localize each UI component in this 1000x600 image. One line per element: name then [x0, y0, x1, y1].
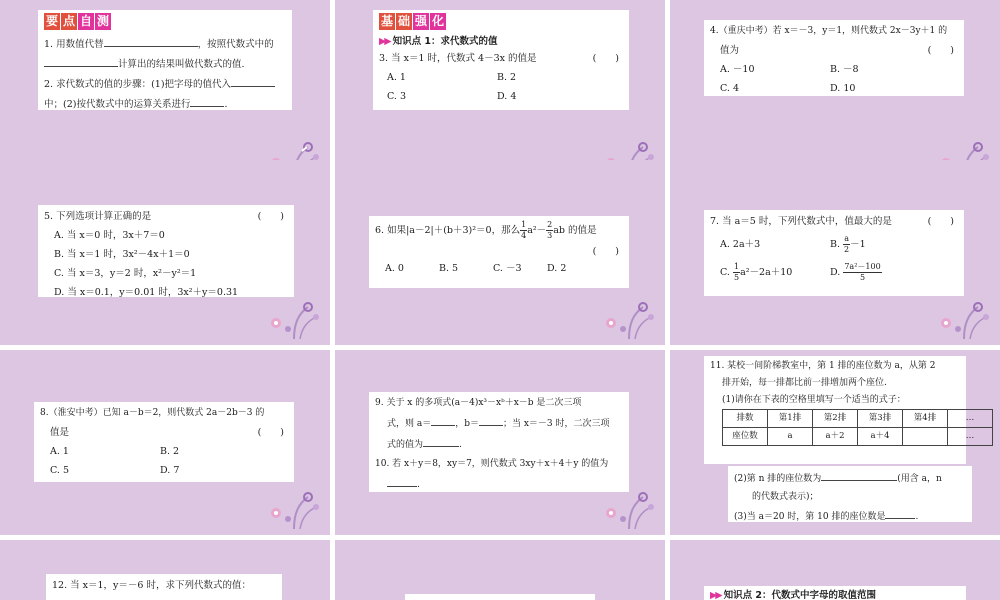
question-4: 4.（重庆中考）若 x＝－3，y＝1，则代数式 2x－3y＋1 的 [710, 26, 948, 36]
option-d[interactable]: D. $\frac{\text{7a²－100}}{5}$ [830, 262, 881, 282]
option-a[interactable]: A. 1 [50, 446, 69, 457]
options-row [375, 259, 623, 278]
option-a[interactable]: A. －10 [720, 64, 755, 75]
slide-1[interactable] [0, 0, 330, 185]
content-card [704, 210, 964, 296]
fraction: $\frac{1}{4}$ [521, 220, 527, 240]
option-b[interactable]: B. 2 [160, 446, 180, 457]
question-9: 9. 关于 x 的多项式(a－4)x³－xᵇ＋x－b 是二次三项 [375, 398, 582, 408]
option-a[interactable]: A. 0 [385, 263, 404, 274]
slide-7[interactable] [0, 350, 330, 535]
text-line: 2. 求代数式的值的步骤：(1)把字母的值代入 [44, 74, 286, 94]
options-row [379, 68, 623, 87]
flower-decoration-icon [934, 299, 992, 339]
content-card [704, 20, 964, 96]
double-arrow-icon: ▶▶ [379, 36, 390, 47]
knowledge-point-heading: ▶▶ 知识点 1：求代数式的值 [379, 36, 498, 47]
answer-blank[interactable] [885, 506, 915, 519]
double-arrow-icon: ▶▶ [710, 590, 721, 600]
option-c[interactable]: C. －3 [493, 263, 522, 274]
slide-12[interactable] [670, 540, 1000, 600]
text-line: 中；(2)按代数式中的运算关系进行 . [44, 94, 286, 114]
text-line: . [375, 474, 623, 495]
slide-9[interactable] [670, 350, 1000, 535]
text-line: 排开始，每一排都比前一排增加两个座位. [722, 378, 887, 388]
text-line: (2)第 n 排的座位数为 (用含 a，n [734, 468, 966, 488]
answer-blank[interactable] [387, 474, 417, 487]
content-card [373, 10, 629, 110]
text-line: 式，则 a＝ ，b＝ ；当 x＝－3 时，二次三项 [375, 413, 623, 434]
content-card [46, 574, 282, 600]
content-card [38, 10, 292, 110]
flower-decoration-icon [264, 489, 322, 529]
table-row: 座位数 a a＋2 a＋4 … [723, 428, 993, 446]
table-row: 排数 第1排 第2排 第3排 第4排 … [723, 410, 993, 428]
answer-blank[interactable] [479, 413, 503, 426]
option-a[interactable]: A. 当 x＝0 时，3x＋7＝0 [54, 230, 165, 241]
question-11: 11. 某校一间阶梯教室中，第 1 排的座位数为 a，从第 2 [710, 361, 936, 371]
content-card [405, 594, 595, 600]
text-line: (3)当 a＝20 时，第 10 排的座位数是 . [734, 506, 966, 526]
question-12: 12. 当 x＝1，y＝－6 时，求下列代数式的值： [52, 580, 251, 591]
slide-8[interactable] [335, 350, 665, 535]
option-b[interactable]: B. 5 [439, 263, 459, 274]
option-b[interactable]: B. －8 [830, 64, 859, 75]
option-d[interactable]: D. 10 [830, 83, 856, 94]
options-row [710, 231, 958, 259]
text-line: 值是 ( ) [50, 427, 284, 438]
options-row [710, 79, 958, 98]
options-row [710, 259, 958, 287]
slide-3[interactable] [670, 0, 1000, 185]
text-line: 值为 ( ) [720, 45, 954, 56]
answer-blank[interactable] [104, 34, 198, 47]
flower-decoration-icon [599, 299, 657, 339]
options-row [40, 461, 288, 480]
question-3: 3. 当 x＝1 时，代数式 4－3x 的值是 ( ) [379, 53, 619, 64]
question-5: 5. 下列选项计算正确的是 ( ) [44, 211, 284, 222]
section-tag-jichuqianghua: 基 础 强 化 [381, 14, 445, 28]
question-6: 6. 如果|a－2|＋(b＋3)²＝0，那么 $\frac{1}{4}$ a²－ $\frac{2}{3}$ ab 的值是 [375, 220, 597, 240]
option-d[interactable]: D. 7 [160, 465, 180, 476]
option-a[interactable]: A. 1 [387, 72, 406, 83]
slide-6[interactable] [670, 160, 1000, 345]
option-d[interactable]: D. 4 [497, 91, 517, 102]
option-b[interactable]: B. 当 x＝1 时，3x²－4x＋1＝0 [54, 249, 190, 260]
content-card [38, 205, 294, 297]
text-line: 1. 用数值代替 ，按照代数式中的 [44, 34, 286, 54]
content-card [704, 356, 975, 464]
seat-table [722, 409, 993, 446]
content-card [704, 586, 966, 600]
option-b[interactable]: B. 2 [497, 72, 517, 83]
slide-10[interactable] [0, 540, 330, 600]
text-line: 式的值为 . [375, 434, 623, 455]
content-card [369, 392, 629, 492]
options-row [40, 442, 288, 461]
option-c[interactable]: C. 5 [50, 465, 70, 476]
slide-11[interactable] [335, 540, 665, 600]
slide-5[interactable] [335, 160, 665, 345]
question-8: 8.（淮安中考）已知 a－b＝2，则代数式 2a－2b－3 的 [40, 408, 265, 418]
answer-blank[interactable] [190, 94, 224, 107]
text-line: ( ) [592, 246, 619, 257]
slide-4[interactable] [0, 160, 330, 345]
answer-blank[interactable] [431, 413, 455, 426]
table-blank-cell[interactable] [903, 428, 948, 446]
content-card [34, 402, 294, 482]
option-c[interactable]: C. $\frac{1}{5}$ a²－2a＋10 [720, 262, 793, 282]
option-c[interactable]: C. 3 [387, 91, 407, 102]
question-7: 7. 当 a＝5 时，下列代数式中，值最大的是 ( ) [710, 216, 954, 227]
options-row [379, 87, 623, 106]
content-card [728, 466, 972, 522]
answer-blank[interactable] [821, 468, 897, 481]
answer-blank[interactable] [231, 74, 275, 87]
options-row [710, 60, 958, 79]
answer-blank[interactable] [423, 434, 459, 447]
text-line: 的代数式表示)； [752, 492, 819, 502]
knowledge-point-heading: ▶▶ 知识点 2：代数式中字母的取值范围 [710, 590, 877, 600]
answer-blank[interactable] [44, 54, 118, 67]
flower-decoration-icon [599, 489, 657, 529]
question-10: 10. 若 x＋y＝8，xy＝7，则代数式 3xy＋x＋4＋y 的值为 [375, 459, 609, 469]
flower-decoration-icon [264, 299, 322, 339]
option-d[interactable]: D. 2 [547, 263, 567, 274]
option-a[interactable]: A. 2a＋3 [720, 239, 761, 250]
text-line: (1)请你在下表的空格里填写一个适当的式子： [722, 395, 906, 405]
option-c[interactable]: C. 当 x＝3，y＝2 时，x²－y²＝1 [54, 268, 197, 279]
section-tag-yaodianzice: 要 点 自 测 [46, 14, 110, 28]
fraction: $\frac{2}{3}$ [547, 220, 553, 240]
option-c[interactable]: C. 4 [720, 83, 740, 94]
option-d[interactable]: D. 当 x＝0.1，y＝0.01 时，3x²＋y＝0.31 [54, 287, 239, 298]
slide-2[interactable] [335, 0, 665, 185]
content-card [369, 216, 629, 288]
option-b[interactable]: B. $\frac{a}{2}$ －1 [830, 234, 866, 254]
text-line: 计算出的结果叫做代数式的值. [44, 54, 286, 74]
